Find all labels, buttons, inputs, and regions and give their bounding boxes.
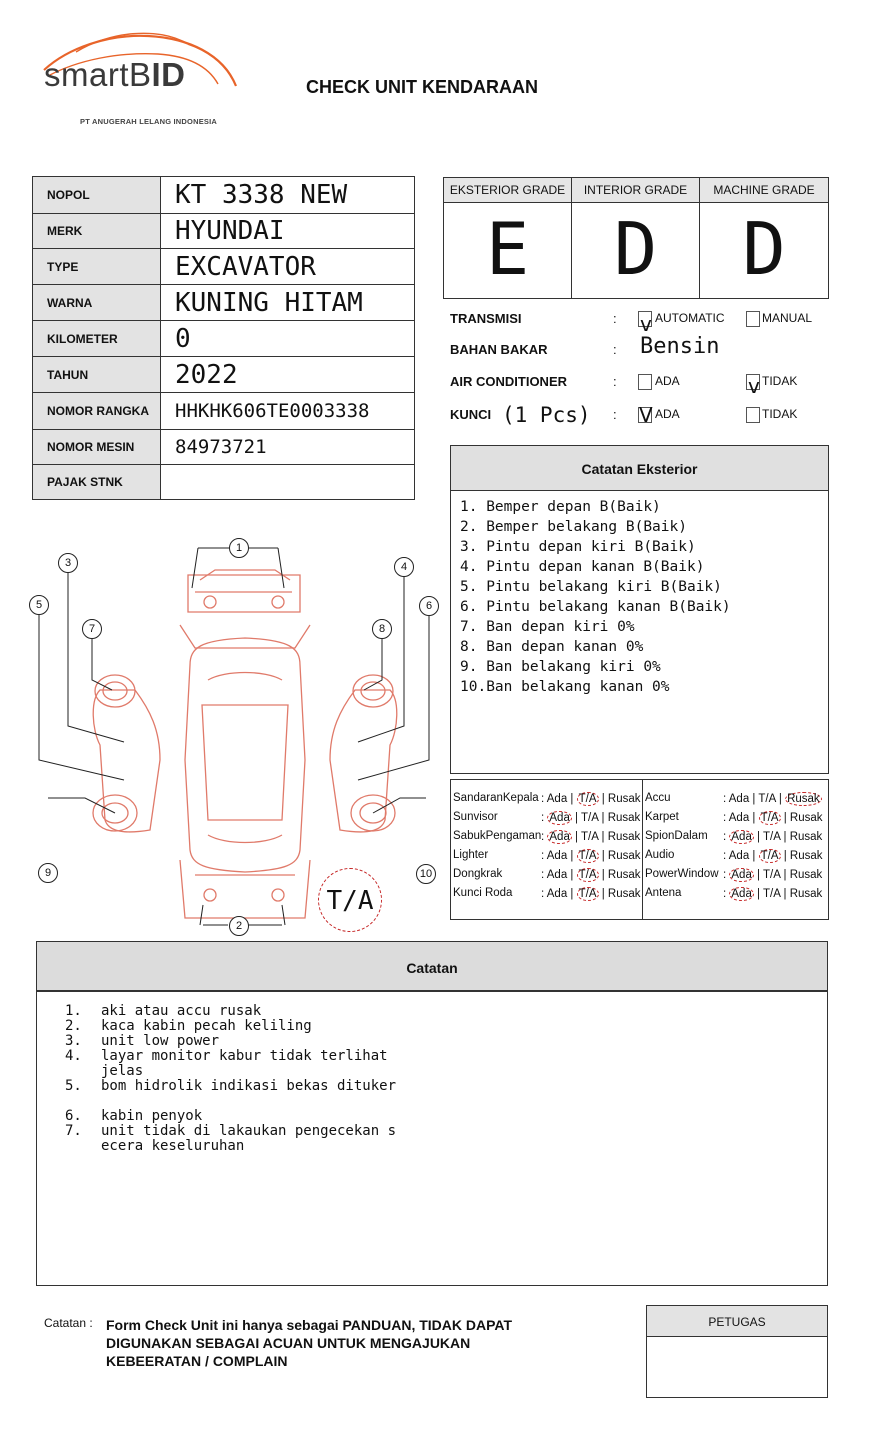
manual-checkbox[interactable] [746,311,760,327]
check-mark: v [640,312,652,336]
accessory-option[interactable]: Ada [549,812,570,824]
separator: : [723,831,730,843]
note-text: bom hidrolik indikasi bekas dituker [101,1078,397,1094]
separator: | [780,850,790,862]
separator: | [598,869,608,881]
table-row [33,393,415,430]
field-label: NOPOL [33,177,161,214]
logo-wordmark: smartBID [44,56,186,93]
field-value [161,465,415,500]
bahan-bakar-value: Bensin [640,334,720,359]
grade-label: EKSTERIOR GRADE [444,178,571,203]
accessory-name: Accu [645,792,671,804]
exterior-note-item: 8. Ban depan kanan 0% [460,639,644,655]
ac-tidak-label: TIDAK [762,374,798,388]
note-text: unit low power [101,1033,220,1049]
callout-4: 4 [394,557,414,577]
field-label: WARNA [33,285,161,321]
separator: | [753,888,764,900]
callout-7: 7 [82,619,102,639]
ac-label: AIR CONDITIONER [450,374,567,389]
note-item [65,1079,421,1109]
accessory-option[interactable]: Ada [549,831,570,843]
petugas-signature-box [646,1305,828,1398]
transmisi-label: TRANSMISI [450,311,522,326]
colon: : [613,374,617,389]
accessory-option[interactable]: Rusak [789,850,823,862]
accessory-option[interactable]: Rusak [607,793,641,805]
accessory-option[interactable]: T/A [758,793,776,805]
separator: | [598,888,608,900]
separator: : [723,869,730,881]
table-row [33,249,415,285]
field-value: 0 [161,321,415,357]
grade-value: D [613,207,658,291]
separator: | [567,888,577,900]
exterior-note-item: 5. Pintu belakang kiri B(Baik) [460,579,722,595]
note-number: 6. [65,1108,82,1124]
ta-stamp: T/A [318,868,382,932]
colon: : [613,311,617,326]
accessory-name: Sunvisor [453,811,498,823]
accessory-option[interactable]: Rusak [789,869,823,881]
field-value: KUNING HITAM [161,285,415,321]
separator: | [598,812,608,824]
accessory-options [723,887,822,901]
accessory-option[interactable]: T/A [578,850,597,862]
car-rear-view [180,860,310,918]
note-number: 5. [65,1078,82,1094]
callout-9: 9 [38,863,58,883]
field-value: EXCAVATOR [161,249,415,285]
accessory-name: SpionDalam [645,830,708,842]
table-row [33,177,415,214]
table-row [33,465,415,500]
separator: | [775,793,786,805]
field-label: NOMOR MESIN [33,430,161,465]
separator: | [598,831,608,843]
field-value: HYUNDAI [161,214,415,249]
grade-label: INTERIOR GRADE [572,178,699,203]
exterior-notes-list [460,497,828,697]
accessory-options [723,868,822,882]
manual-label: MANUAL [762,311,813,325]
divider [642,780,643,919]
separator: : [723,850,729,862]
car-left-side [93,690,160,832]
accessory-options [541,868,641,882]
footer-disclaimer: Form Check Unit ini hanya sebagai PANDUAN, TIDAK DAPAT DIGUNAKAN SEBAGAI ACUAN UNTUK MENGAJUKAN KEBEERATAN / COMPLAIN [106,1317,513,1369]
separator: | [780,812,790,824]
kunci-tidak-checkbox[interactable] [746,407,760,423]
accessory-options [541,830,640,844]
note-number: 3. [65,1033,82,1049]
ac-ada-label: ADA [655,374,680,388]
accessory-options [541,792,641,806]
car-damage-diagram [20,530,450,940]
accessory-option[interactable]: T/A [581,812,599,824]
exterior-note-item: 1. Bemper depan B(Baik) [460,499,661,515]
separator: | [749,793,759,805]
accessory-option[interactable]: Ada [546,850,568,862]
accessory-option[interactable]: T/A [760,850,779,862]
colon: : [613,407,617,422]
separator: : [541,793,547,805]
accessory-option[interactable]: Rusak [607,812,641,824]
field-label: TYPE [33,249,161,285]
exterior-notes-title: Catatan Eksterior [451,446,828,491]
accessory-options [541,887,641,901]
field-label: KILOMETER [33,321,161,357]
accessory-option[interactable]: T/A [763,869,781,881]
check-mark: v [748,374,760,398]
separator: | [749,812,759,824]
note-number: 2. [65,1018,82,1034]
separator: | [571,812,582,824]
accessory-options [723,792,822,806]
note-number: 1. [65,1003,82,1019]
accessory-option[interactable]: Rusak [787,793,820,805]
accessory-option[interactable]: Rusak [789,888,823,900]
accessory-name: Karpet [645,811,679,823]
table-row [33,357,415,393]
exterior-note-item: 4. Pintu depan kanan B(Baik) [460,559,705,575]
automatic-label: AUTOMATIC [655,311,725,325]
accessory-option[interactable]: Ada [546,888,568,900]
colon: : [613,342,617,357]
exterior-notes-panel [450,445,829,774]
footer-label: Catatan : [44,1316,93,1330]
separator: : [541,831,548,843]
field-label: NOMOR RANGKA [33,393,161,430]
accessory-option[interactable]: Ada [546,869,568,881]
petugas-label: PETUGAS [647,1306,827,1337]
separator: : [541,869,547,881]
separator: : [723,888,730,900]
note-item [65,1124,421,1154]
logo-subtitle: PT ANUGERAH LELANG INDONESIA [80,117,217,126]
accessory-option[interactable]: T/A [581,831,599,843]
separator: | [567,793,577,805]
accessory-name: Antena [645,887,682,899]
accessory-options [541,849,641,863]
page-title: CHECK UNIT KENDARAAN [306,77,538,97]
accessory-option[interactable]: Rusak [607,831,641,843]
note-text: aki atau accu rusak [101,1003,262,1019]
grade-label: MACHINE GRADE [700,178,828,203]
separator: | [780,869,790,881]
accessory-option[interactable]: T/A [763,888,781,900]
separator: : [541,850,547,862]
note-text: kaca kabin pecah keliling [101,1018,312,1034]
accessory-option[interactable]: T/A [760,812,779,824]
note-item [65,1109,421,1124]
callout-6: 6 [419,596,439,616]
accessory-option[interactable]: Rusak [789,812,823,824]
note-item [65,1034,421,1049]
grades-panel [443,177,829,299]
note-text: layar monitor kabur tidak terlihat jelas [101,1048,388,1079]
kunci-qty: (1 Pcs) [502,403,591,427]
grade-machine [700,178,828,298]
separator: | [749,850,759,862]
note-item [65,1019,421,1034]
table-row [33,214,415,249]
accessory-option[interactable]: Ada [731,831,752,843]
grade-value: E [485,207,530,291]
grade-exterior [444,178,572,298]
callout-10: 10 [416,864,436,884]
vehicle-info-table [32,176,415,500]
accessory-option[interactable]: T/A [578,793,597,805]
note-item [65,1049,421,1079]
accessory-options [723,849,823,863]
accessory-option[interactable]: Rusak [607,869,641,881]
field-value: 2022 [161,357,415,393]
accessory-name: Kunci Roda [453,887,513,899]
callout-8: 8 [372,619,392,639]
separator: | [780,831,790,843]
accessory-option[interactable]: Rusak [607,888,641,900]
accessory-option[interactable]: Ada [728,850,750,862]
notes-list [65,1004,421,1154]
table-row [33,321,415,357]
accessory-name: PowerWindow [645,868,719,880]
note-text: kabin penyok [101,1108,203,1124]
field-value: 84973721 [161,430,415,465]
exterior-note-item: 10.Ban belakang kanan 0% [460,679,670,695]
separator: | [567,850,577,862]
accessories-panel [450,779,829,920]
separator: : [723,793,729,805]
field-label: MERK [33,214,161,249]
accessory-option[interactable]: Rusak [789,831,823,843]
ac-ada-checkbox[interactable] [638,374,652,390]
accessory-option[interactable]: T/A [763,831,781,843]
accessory-name: SandaranKepala [453,792,539,804]
accessory-name: SabukPengaman [453,830,542,842]
separator: : [541,812,548,824]
field-label: PAJAK STNK [33,465,161,500]
kunci-label: KUNCI [450,407,492,422]
table-row [33,285,415,321]
grade-value: D [742,207,786,291]
car-right-side [330,690,397,832]
grade-interior [572,178,700,298]
table-row [33,430,415,465]
accessory-option[interactable]: T/A [578,888,597,900]
note-text: unit tidak di lakaukan pengecekan s ecera keseluruhan [101,1123,397,1154]
separator: | [753,869,764,881]
note-item [65,1004,421,1019]
check-mark: V [639,403,653,427]
callout-2: 2 [229,916,249,936]
field-label: TAHUN [33,357,161,393]
accessory-option[interactable]: T/A [578,869,597,881]
accessory-option[interactable]: Ada [728,812,750,824]
separator: | [571,831,582,843]
separator: : [541,888,547,900]
callout-1: 1 [229,538,249,558]
field-value: HHKHK606TE0003338 [161,393,415,430]
accessory-name: Dongkrak [453,868,503,880]
accessory-options [723,811,823,825]
bahan-bakar-label: BAHAN BAKAR [450,342,548,357]
accessory-options [723,830,822,844]
exterior-note-item: 9. Ban belakang kiri 0% [460,659,661,675]
notes-title: Catatan [37,942,827,992]
separator: | [567,869,577,881]
note-number: 4. [65,1048,82,1064]
accessory-name: Audio [645,849,675,861]
accessory-options [541,811,640,825]
accessory-option[interactable]: Ada [731,888,752,900]
notes-panel [36,941,828,1286]
exterior-note-item: 2. Bemper belakang B(Baik) [460,519,687,535]
accessory-option[interactable]: Ada [546,793,568,805]
exterior-note-item: 3. Pintu depan kiri B(Baik) [460,539,696,555]
exterior-note-item: 7. Ban depan kiri 0% [460,619,635,635]
note-number: 7. [65,1123,82,1139]
exterior-note-item: 6. Pintu belakang kanan B(Baik) [460,599,731,615]
separator: | [598,793,608,805]
field-value: KT 3338 NEW [161,177,415,214]
separator: : [723,812,729,824]
accessory-option[interactable]: Ada [728,793,750,805]
separator: | [753,831,764,843]
accessory-option[interactable]: Rusak [607,850,641,862]
kunci-tidak-label: TIDAK [762,407,798,421]
kunci-ada-label: ADA [655,407,680,421]
separator: | [598,850,608,862]
accessory-name: Lighter [453,849,489,861]
separator: | [780,888,790,900]
callout-3: 3 [58,553,78,573]
accessory-option[interactable]: Ada [731,869,752,881]
callout-5: 5 [29,595,49,615]
